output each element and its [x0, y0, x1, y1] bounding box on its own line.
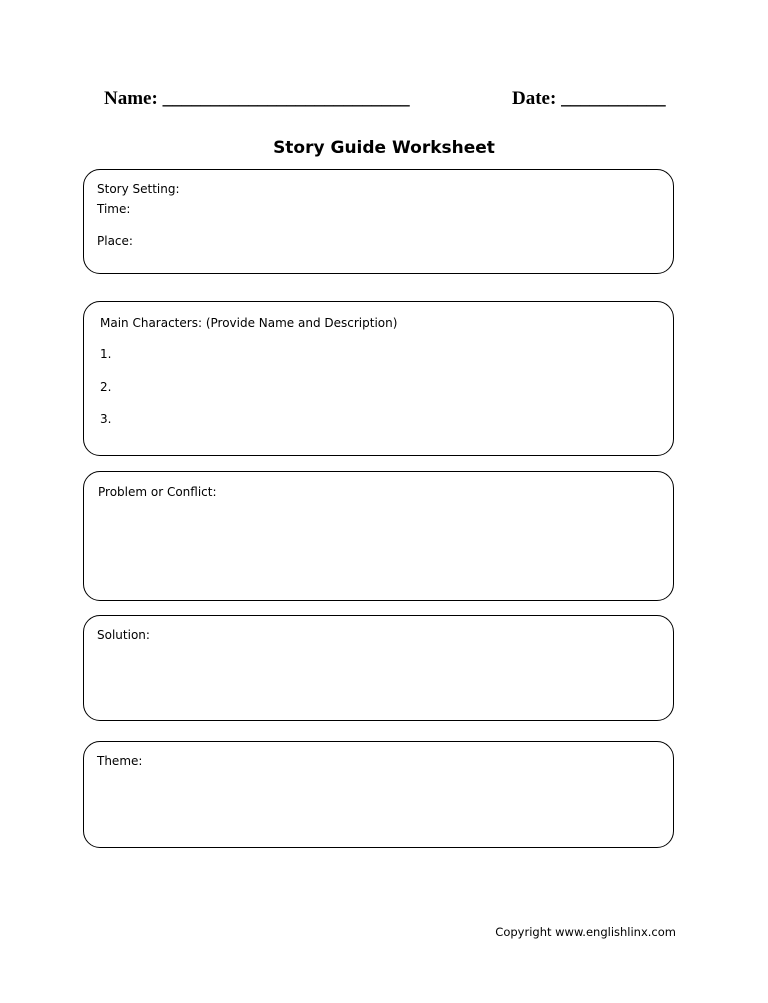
main-characters-box[interactable]: [83, 301, 674, 456]
name-label: Name:: [104, 88, 158, 109]
time-label: Time:: [97, 202, 131, 216]
problem-conflict-label: Problem or Conflict:: [98, 485, 217, 499]
story-setting-box[interactable]: [83, 169, 674, 274]
date-label: Date:: [512, 88, 557, 109]
worksheet-title: Story Guide Worksheet: [273, 138, 495, 158]
date-field[interactable]: [512, 88, 666, 110]
character-item-1: 1.: [100, 347, 112, 361]
place-label: Place:: [97, 234, 133, 248]
date-blank-line[interactable]: ___________: [561, 88, 666, 109]
character-item-2: 2.: [100, 380, 112, 394]
solution-box[interactable]: [83, 615, 674, 721]
character-item-3: 3.: [100, 412, 112, 426]
theme-box[interactable]: [83, 741, 674, 848]
copyright-notice: Copyright www.englishlinx.com: [495, 925, 676, 939]
solution-label: Solution:: [97, 628, 150, 642]
main-characters-label: Main Characters: (Provide Name and Description): [100, 316, 398, 330]
problem-conflict-box[interactable]: [83, 471, 674, 601]
name-blank-line[interactable]: __________________________: [162, 88, 410, 109]
theme-label: Theme:: [97, 754, 143, 768]
worksheet-header: [0, 88, 768, 118]
name-field[interactable]: [104, 88, 410, 110]
story-setting-label: Story Setting:: [97, 182, 180, 196]
